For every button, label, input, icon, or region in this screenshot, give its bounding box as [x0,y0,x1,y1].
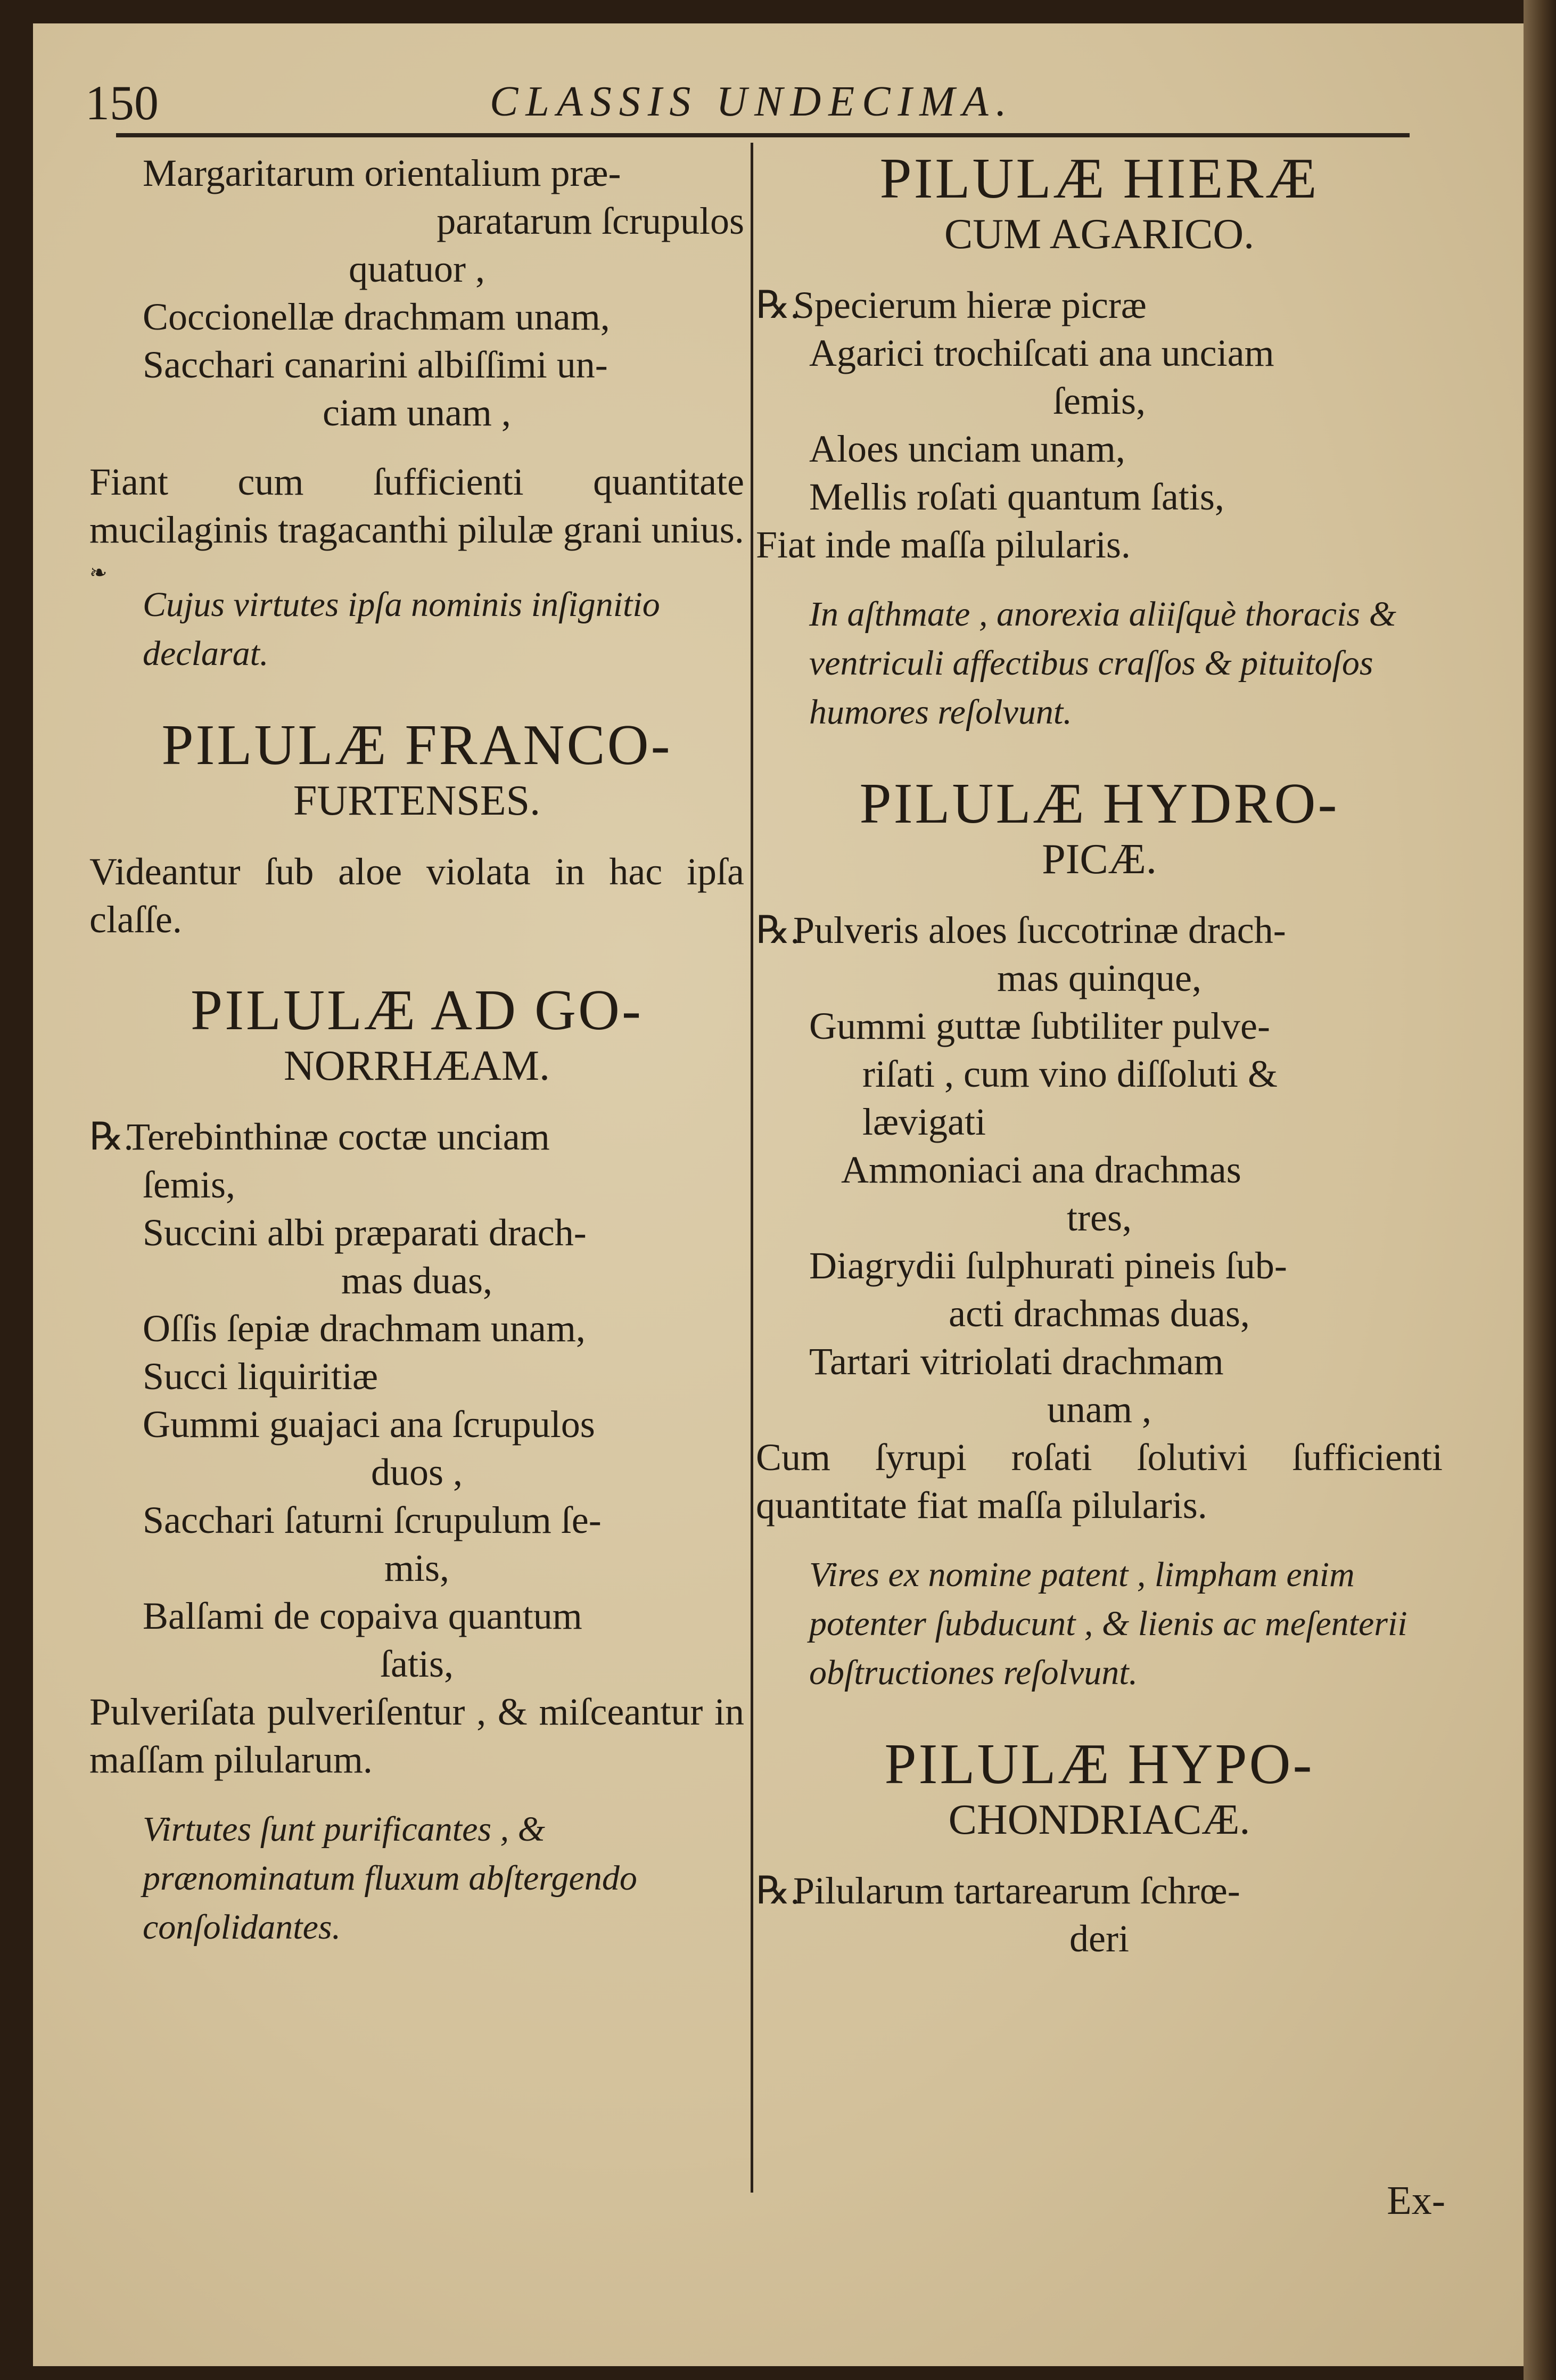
recipe-symbol-icon: ℞. [756,909,800,951]
paragraph-pulverisata: Pulveriſata pulveriſentur , & miſceantur in maſſam pilularum. [89,1690,744,1781]
right-column [756,149,1443,1963]
paragraph-cum-syrupi: Cum ſyrupi roſati ſolutivi ſufficienti quantitate fiat maſſa pilularis. [756,1436,1443,1527]
line: Diagrydii ſulphurati pineis ſub- [809,1244,1287,1287]
line: Oſſis ſepiæ drachmam unam, [143,1307,586,1350]
line: Tartari vitriolati drachmam [809,1340,1224,1383]
line: Aloes unciam unam, [809,428,1125,470]
line: Succini albi præparati drach- [143,1211,587,1254]
line: Ammoniaci ana drachmas [841,1148,1241,1191]
line: Coccionellæ drachmam unam, [143,296,610,338]
line: duos , [371,1451,463,1493]
recipe-symbol-icon: ℞. [756,1869,800,1912]
line: ſemis, [1053,380,1146,422]
paragraph-fiant: Fiant cum ſufficienti quantitate mucilaginis tragacanthi pilulæ grani unius. [89,461,744,551]
paragraph-virtutes: Virtutes ſunt purificantes , & prænominatum fluxum abſtergendo conſolidantes. [143,1810,637,1947]
running-title: CLASSIS UNDECIMA. [490,78,1014,125]
line: lævigati [862,1101,986,1143]
line: Balſami de copaiva quantum [143,1595,582,1637]
line: Gummi guttæ ſubtiliter pulve- [809,1005,1270,1047]
line: Margaritarum orientalium præ- [143,152,621,194]
line: riſati , cum vino diſſoluti & [862,1053,1278,1095]
line: mas duas, [341,1259,492,1302]
subheading-gonorrhaeam: NORRHÆAM. [283,1043,550,1089]
subheading-hierae: CUM AGARICO. [944,211,1255,258]
paragraph-in-asthmate: In aſthmate , anorexia aliiſquè thoracis & ventriculi affectibus craſſos & pituitoſos humores reſolvunt. [809,595,1396,732]
line: Pilularum tartarearum ſchrœ- [793,1869,1240,1912]
ornament-icon: ❧ [89,561,108,585]
heading-hydropicae: PILULÆ HYDRO- [859,772,1339,835]
line: mis, [384,1547,450,1589]
recipe-symbol-icon: ℞. [756,284,800,326]
subheading-hypochondriacae: CHONDRIACÆ. [948,1796,1250,1843]
line: Gummi guajaci ana ſcrupulos [143,1403,595,1446]
line: tres, [1067,1196,1132,1239]
line: unam , [1047,1388,1151,1431]
line: Sacchari ſaturni ſcrupulum ſe- [143,1499,602,1541]
paragraph-videantur: Videantur ſub aloe violata in hac ipſa claſſe. [89,850,744,941]
header-rule [116,133,1410,137]
line: ciam unam , [323,391,511,434]
line: ſatis, [380,1643,454,1685]
line: Pulveris aloes ſuccotrinæ drach- [793,909,1286,951]
line: Sacchari canarini albiſſimi un- [143,343,608,386]
catchword: Ex- [1387,2178,1445,2223]
line: Terebinthinæ coctæ unciam [127,1115,550,1158]
line: quatuor , [349,248,485,290]
line: Succi liquiritiæ [143,1355,378,1398]
line: deri [1069,1917,1129,1960]
recipe-symbol-icon: ℞. [89,1115,134,1158]
heading-gonorrhaeam: PILULÆ AD GO- [191,979,643,1042]
paragraph-vires: Vires ex nomine patent , limpham enim potenter ſubducunt , & lienis ac meſenterii obſtructiones reſolvunt. [809,1555,1407,1692]
line: paratarum ſcrupulos [437,200,744,242]
line: Fiat inde maſſa pilularis. [756,523,1131,566]
subheading-francofurtenses: FURTENSES. [293,777,541,824]
binding-gutter [1524,0,1556,2380]
line: acti drachmas duas, [949,1292,1250,1335]
heading-francofurtenses: PILULÆ FRANCO- [161,713,672,777]
subheading-hydropicae: PICÆ. [1042,836,1157,883]
heading-hierae: PILULÆ HIERÆ [879,147,1319,210]
heading-hypochondriacae: PILULÆ HYPO- [884,1733,1314,1796]
line: Mellis roſati quantum ſatis, [809,475,1224,518]
page-number: 150 [85,76,159,130]
column-rule [751,143,753,2193]
page-header [85,75,1405,133]
line: Agarici trochiſcati ana unciam [809,332,1274,374]
line: ſemis, [143,1163,235,1206]
line: mas quinque, [997,957,1201,999]
line: Specierum hieræ picræ [793,284,1147,326]
left-column [89,149,744,1952]
paragraph-cujus: Cujus virtutes ipſa nominis inſignitio declarat. [143,585,660,673]
